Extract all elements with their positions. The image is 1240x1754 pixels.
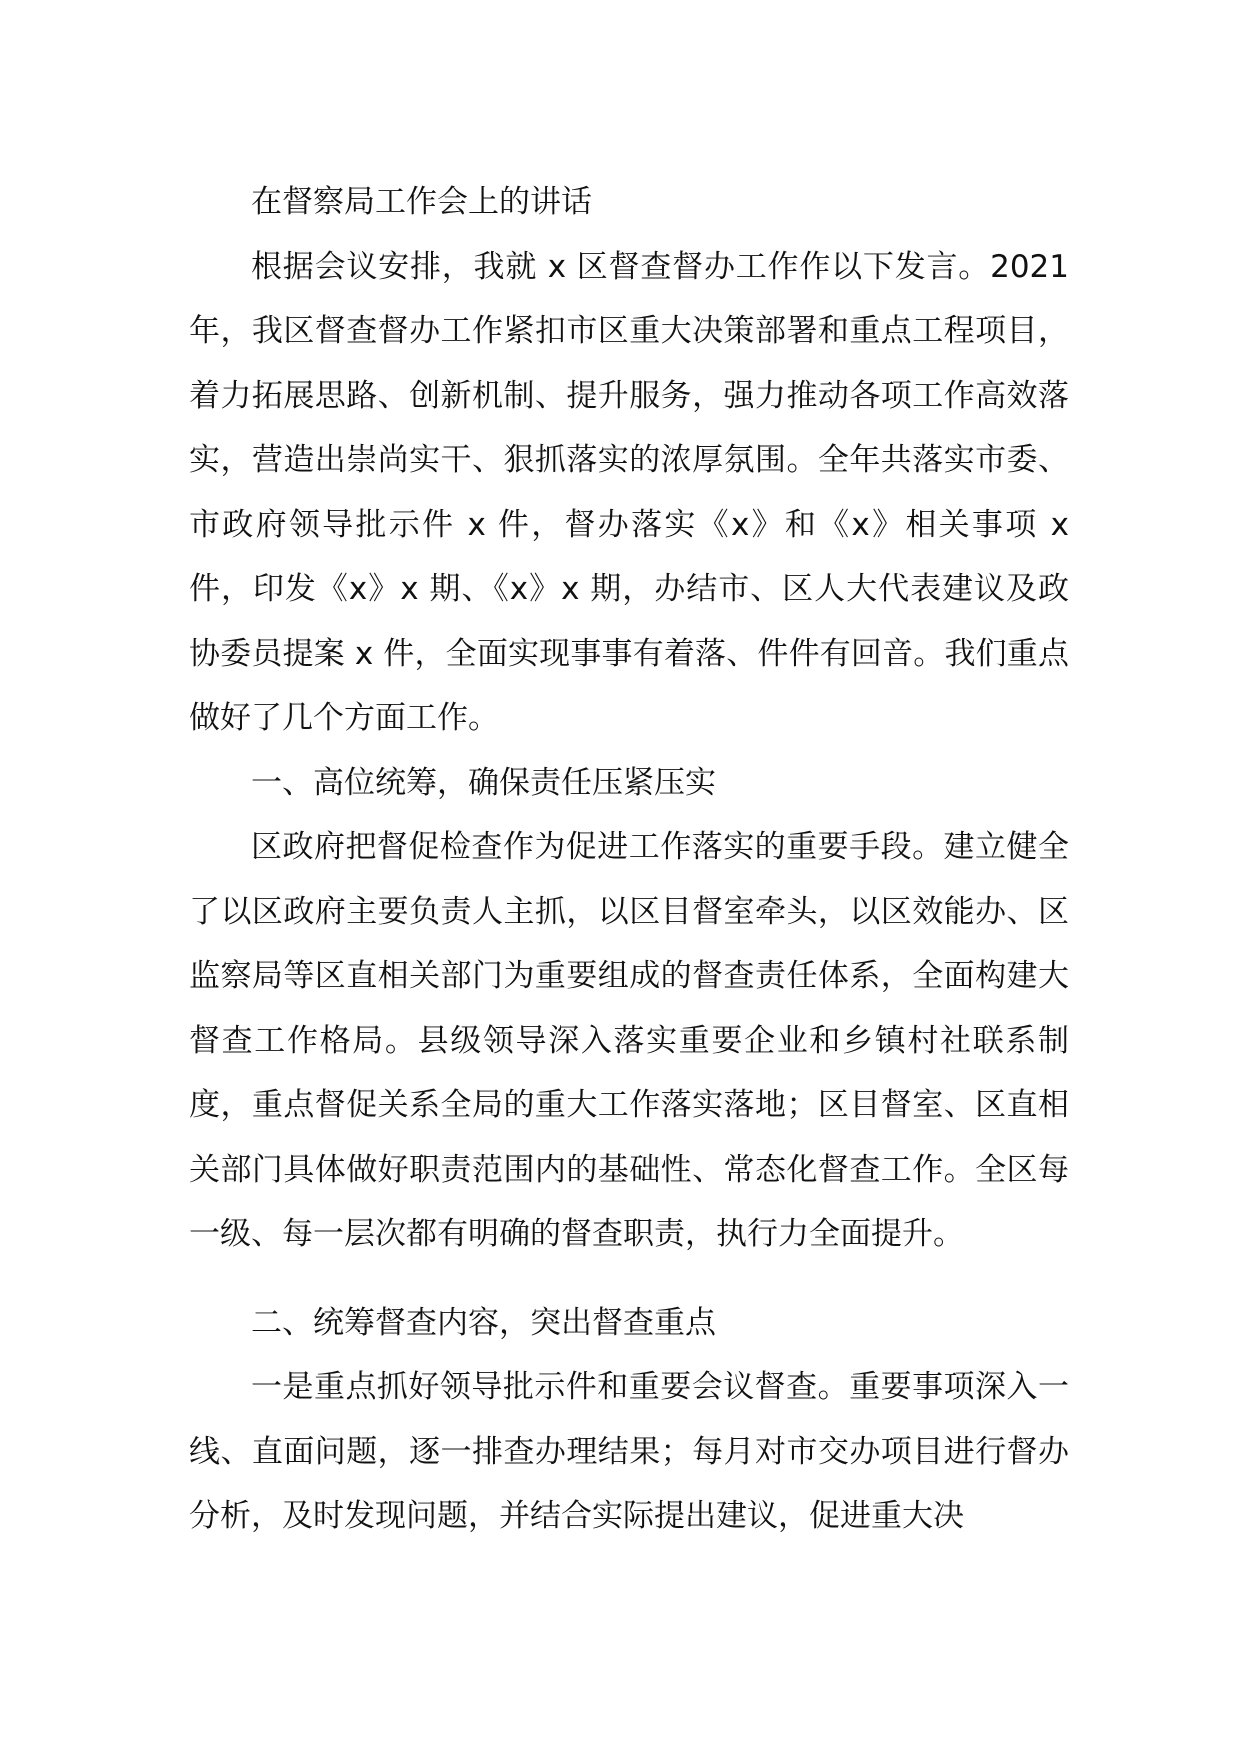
document-body (189, 170, 1069, 1549)
paragraph-spacer (189, 1267, 1069, 1291)
section-heading-1: 一、高位统筹，确保责任压紧压实 (251, 764, 716, 801)
paragraph-intro: 根据会议安排，我就 x 区督查督办工作作以下发言。2021 年，我区督查督办工作紧扣市区重大决策部署和重点工程项目，着力拓展思路、创新机制、提升服务，强力推动各项工作高效落实，营造出崇尚实干、狠抓落实的浓厚氛围。全年共落实市委、市政府领导批示件 x 件，督办落实《x》和《x》相关事项 x 件，印发《x》x 期、《x》x 期，办结市、区人大代表建议及政协委员提案 x 件，全面实现事事有着落、件件有回音。我们重点做好了几个方面工作。 (189, 248, 1069, 736)
paragraph-section-2: 一是重点抓好领导批示件和重要会议督查。重要事项深入一线、直面问题，逐一排查办理结果；每月对市交办项目进行督办分析，及时发现问题，并结合实际提出建议，促进重大决 (189, 1369, 1069, 1534)
document-title: 在督察局工作会上的讲话 (251, 184, 592, 220)
section-heading-2: 二、统筹督查内容，突出督查重点 (251, 1304, 716, 1341)
paragraph-section-1: 区政府把督促检查作为促进工作落实的重要手段。建立健全了以区政府主要负责人主抓，以区目督室牵头，以区效能办、区监察局等区直相关部门为重要组成的督查责任体系，全面构建大督查工作格局。县级领导深入落实重要企业和乡镇村社联系制度，重点督促关系全局的重大工作落实落地；区目督室、区直相关部门具体做好职责范围内的基础性、常态化督查工作。全区每一级、每一层次都有明确的督查职责，执行力全面提升。 (189, 829, 1069, 1252)
